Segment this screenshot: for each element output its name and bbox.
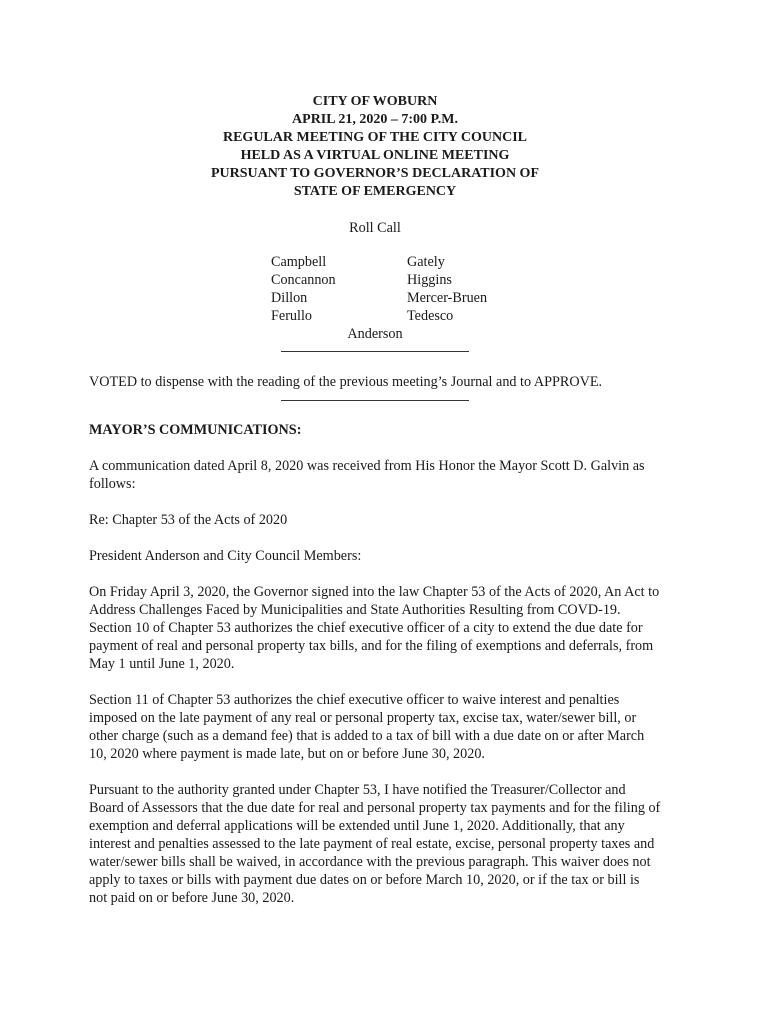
roll-call-member: Tedesco: [407, 308, 454, 324]
roll-call-member: Campbell: [271, 254, 327, 270]
header-line-virtual: HELD AS A VIRTUAL ONLINE MEETING: [240, 148, 510, 163]
communication-subject: Re: Chapter 53 of the Acts of 2020: [89, 512, 288, 528]
roll-call-member: Ferullo: [271, 308, 312, 324]
roll-call-member-center: Anderson: [347, 326, 403, 342]
header-line-pursuant: PURSUANT TO GOVERNOR’S DECLARATION OF: [210, 166, 539, 181]
roll-call-member: Higgins: [407, 272, 452, 288]
document-page: [89, 93, 661, 907]
roll-call-member: Mercer-Bruen: [407, 290, 488, 306]
communication-paragraph: Pursuant to the authority granted under Chapter 53, I have notified the Treasurer/Collector and Board of Assessors that the due date for real and personal property tax payments and for the filing of exemption and deferral applications will be extended until June 1, 2020. Additionally, that any interest and penalties assessed to the late payment of real estate, excise, personal property taxes and water/sewer bills shall be waived, in accordance with the previous paragraph. This waiver does not apply to taxes or bills with payment due dates on or before March 10, 2020, or if the tax or bill is not paid on or before June 30, 2020.: [89, 782, 661, 906]
roll-call-member: Concannon: [271, 272, 336, 288]
header-line-city: CITY OF WOBURN: [312, 94, 438, 109]
document-header: [89, 93, 661, 201]
section-heading-mayors-communications: MAYOR’S COMMUNICATIONS:: [89, 422, 302, 438]
roll-call-member: Dillon: [271, 290, 308, 306]
communication-intro: A communication dated April 8, 2020 was received from His Honor the Mayor Scott D. Galvin as follows:: [89, 458, 645, 492]
roll-call-right-column: [407, 253, 487, 325]
roll-call-member: Gately: [407, 254, 445, 270]
header-line-date: APRIL 21, 2020 – 7:00 P.M.: [292, 112, 458, 127]
divider-line: [281, 351, 469, 352]
header-line-emergency: STATE OF EMERGENCY: [293, 184, 457, 199]
roll-call-left-column: [271, 253, 336, 325]
communication-paragraph: On Friday April 3, 2020, the Governor signed into the law Chapter 53 of the Acts of 2020, An Act to Address Challenges Faced by Municipalities and State Authorities Resulting from COVD-19. Section 10 of Chapter 53 authorizes the chief executive officer of a city to extend the due date for payment of real and personal property tax bills, and for the filing of exemptions and deferrals, from May 1 until June 1, 2020.: [89, 584, 660, 672]
header-line-meeting: REGULAR MEETING OF THE CITY COUNCIL: [222, 130, 528, 145]
roll-call-list: [89, 253, 661, 325]
voted-statement: VOTED to dispense with the reading of the previous meeting’s Journal and to APPROVE.: [89, 374, 603, 390]
communication-salutation: President Anderson and City Council Members:: [89, 548, 362, 564]
communication-paragraph: Section 11 of Chapter 53 authorizes the chief executive officer to waive interest and penalties imposed on the late payment of any real or personal property tax, excise tax, water/sewer bill, or other charge (such as a demand fee) that is added to a tax of bill with a due date on or after March 10, 2020 where payment is made late, but on or before June 30, 2020.: [89, 692, 645, 762]
divider-line: [281, 400, 469, 401]
roll-call-title: Roll Call: [349, 220, 401, 236]
